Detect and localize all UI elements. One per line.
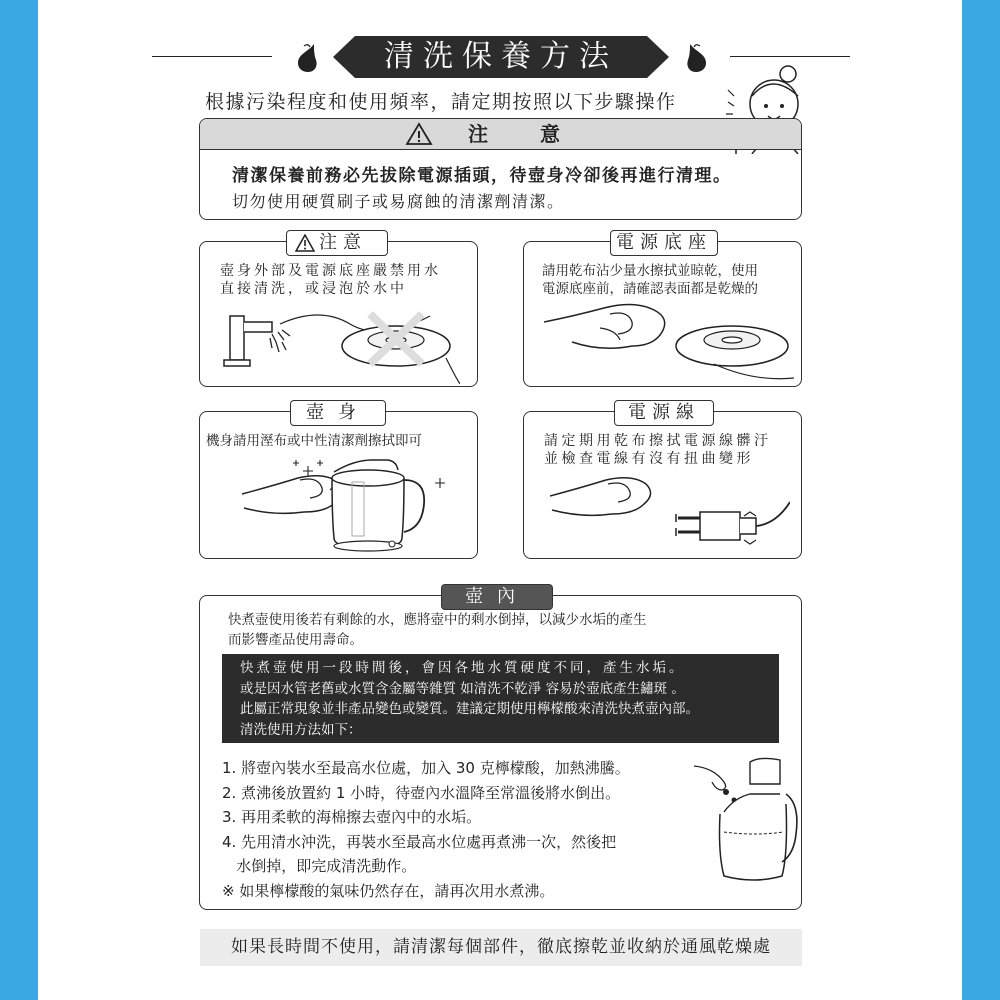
descaling-steps xyxy=(222,756,630,903)
inner-intro-2: 而影響產品使用壽命。 xyxy=(228,632,363,648)
inner-intro-1: 快煮壺使用後若有剩餘的水，應將壺中的剩水倒掉，以減少水垢的產生 xyxy=(228,612,647,628)
caution-box xyxy=(199,118,802,220)
title-rule-left xyxy=(152,56,272,57)
hand-wiping-kettle-illustration xyxy=(240,454,470,558)
warning-small-icon xyxy=(295,234,315,252)
water-drop-right-icon xyxy=(680,40,720,74)
panel-body-text-1: 機身請用溼布或中性清潔劑擦拭即可 xyxy=(206,433,422,449)
kettle-with-spoon-illustration xyxy=(694,754,798,886)
subtitle: 根據污染程度和使用頻率，請定期按照以下步驟操作 xyxy=(205,91,677,113)
panel-cord-text-2: 並檢查電線有沒有扭曲變形 xyxy=(544,451,754,467)
step-item: 4. 先用清水沖洗，再裝水至最高水位處再煮沸一次，然後把 xyxy=(222,832,617,851)
panel-body-label: 壺身 xyxy=(290,400,386,426)
step-item: 3. 再用柔軟的海棉擦去壺內中的水垢。 xyxy=(222,808,482,826)
descaling-note-block xyxy=(222,654,779,743)
panel-cord xyxy=(523,411,802,559)
caution-header-label: 注意 xyxy=(468,122,612,146)
descaling-note-line: 或是因水管老舊或水質含金屬等雜質 如清洗不乾淨 容易於壺底產生鏽斑 。 xyxy=(240,680,685,697)
page-title: 清洗保養方法 xyxy=(384,39,618,74)
panel-base-text-2: 電源底座前，請確認表面都是乾燥的 xyxy=(542,281,758,297)
caution-line-1: 清潔保養前務必先拔除電源插頭，待壺身冷卻後再進行清理。 xyxy=(232,166,732,186)
left-blue-border xyxy=(0,0,38,1000)
title-rule-right xyxy=(730,56,850,57)
hand-wiping-plug-illustration xyxy=(550,472,790,556)
panel-base xyxy=(523,241,802,387)
descaling-note-line: 快煮壺使用一段時間後，會因各地水質硬度不同，產生水垢。 xyxy=(240,660,686,676)
panel-attention-text-1: 壺身外部及電源底座嚴禁用水 xyxy=(220,263,441,279)
descaling-note-line: 清洗使用方法如下： xyxy=(240,721,362,738)
descaling-note-line: 此屬正常現象並非產品變色或變質。建議定期使用檸檬酸來清洗快煮壺內部。 xyxy=(240,701,699,717)
panel-base-label: 電源底座 xyxy=(610,230,718,256)
caution-header xyxy=(200,119,801,150)
footer-note: 如果長時間不使用，請清潔每個部件，徹底擦乾並收納於通風乾燥處 xyxy=(200,929,802,966)
panel-cord-label: 電源線 xyxy=(614,400,714,426)
panel-attention-label-text: 注意 xyxy=(319,232,367,253)
panel-base-text-1: 請用乾布沾少量水擦拭並晾乾，使用 xyxy=(542,263,758,279)
faucet-base-illustration xyxy=(220,302,460,384)
hand-wiping-base-illustration xyxy=(544,300,794,386)
step-note: ※ 如果檸檬酸的氣味仍然存在，請再次用水煮沸。 xyxy=(222,881,555,900)
warning-icon xyxy=(405,122,433,146)
caution-line-2: 切勿使用硬質刷子或易腐蝕的清潔劑清潔。 xyxy=(232,192,565,211)
title-banner xyxy=(333,36,669,78)
right-blue-border xyxy=(962,0,1000,1000)
step-item: 水倒掉，即完成清洗動作。 xyxy=(222,857,417,875)
panel-inner xyxy=(199,595,802,910)
panel-body xyxy=(199,411,478,559)
panel-attention-text-2: 直接清洗，或浸泡於水中 xyxy=(220,281,407,297)
step-item: 1. 將壺內裝水至最高水位處，加入 30 克檸檬酸，加熱沸騰。 xyxy=(222,759,630,777)
panel-attention xyxy=(199,241,478,387)
panel-cord-text-1: 請定期用乾布擦拭電源線髒汙 xyxy=(544,433,772,449)
panel-inner-label: 壺內 xyxy=(441,584,553,610)
step-item: 2. 煮沸後放置約 1 小時，待壺內水溫降至常溫後將水倒出。 xyxy=(222,783,621,802)
water-drop-left-icon xyxy=(284,40,324,74)
panel-attention-label xyxy=(286,230,388,256)
